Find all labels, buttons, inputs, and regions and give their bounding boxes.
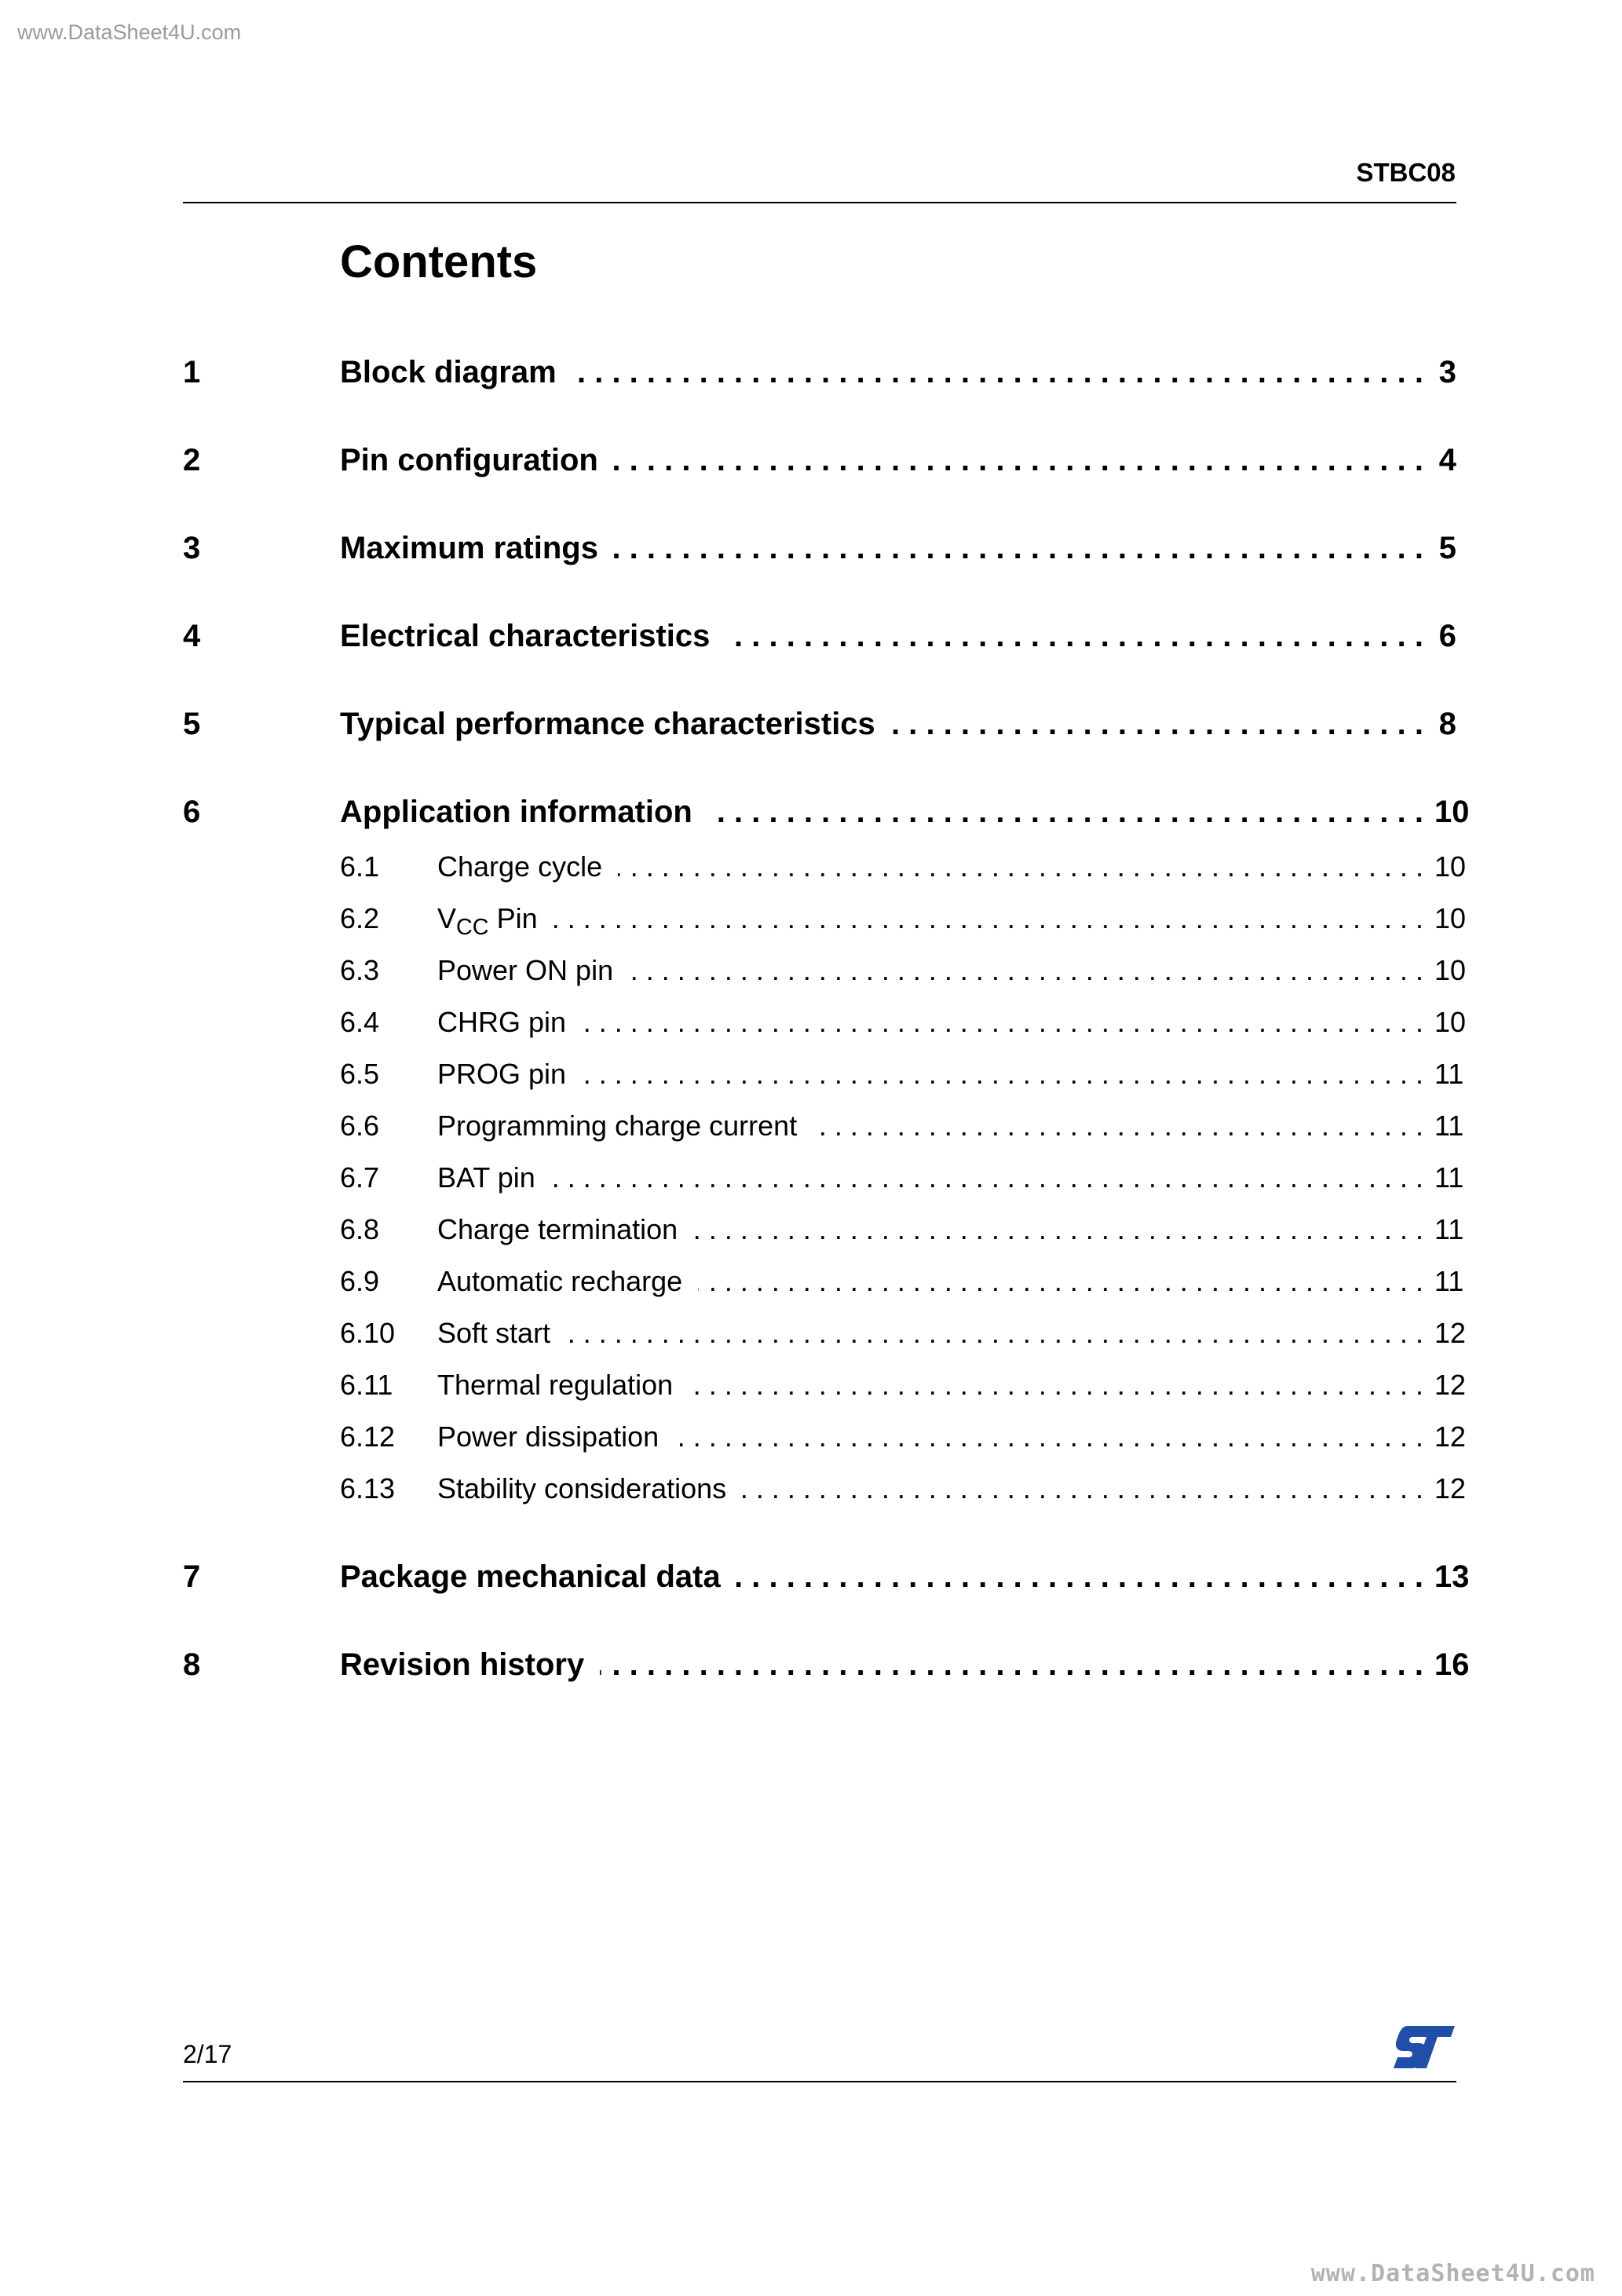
toc-page-number: 12 [1434, 1472, 1467, 1504]
toc-label: Typical performance characteristics [340, 707, 875, 741]
toc-page-number: 8 [1438, 707, 1456, 741]
header-rule [183, 202, 1456, 203]
toc-label: Thermal regulation [437, 1369, 674, 1401]
toc-label: Programming charge current [437, 1110, 798, 1142]
toc-section[interactable] [0, 443, 1622, 490]
toc-leader-dots [572, 355, 1423, 390]
watermark-bottom[interactable]: www.DataSheet4U.com [1310, 2260, 1595, 2287]
toc-label: Power ON pin [437, 954, 614, 986]
toc-page-number: 13 [1434, 1559, 1470, 1594]
toc-subsection[interactable] [0, 1420, 1622, 1468]
toc-label: Electrical characteristics [340, 619, 711, 653]
toc-page-number: 11 [1434, 1265, 1464, 1297]
toc-subsection[interactable] [0, 1213, 1622, 1260]
toc-leader-dots [736, 1559, 1423, 1595]
toc-page-number: 11 [1434, 1110, 1464, 1142]
toc-label: $V_{CC}$ Pin [437, 902, 538, 941]
toc-number: 8 [183, 1647, 201, 1682]
toc-section[interactable] [0, 531, 1622, 578]
toc-number: 6.6 [340, 1110, 380, 1142]
toc-label: Revision history [340, 1647, 585, 1682]
toc-label: BAT pin [437, 1161, 535, 1194]
toc-page-number: 11 [1434, 1161, 1464, 1194]
toc-leader-dots [708, 795, 1423, 830]
toc-page-number: 10 [1434, 850, 1467, 883]
toc-subsection[interactable] [0, 954, 1622, 1001]
toc-label: Soft start [437, 1317, 551, 1349]
toc-leader-dots [813, 1110, 1423, 1143]
toc-leader-dots [614, 531, 1423, 566]
toc-label: Maximum ratings [340, 531, 598, 565]
footer-rule [183, 2081, 1456, 2082]
toc-subsection[interactable] [0, 1110, 1622, 1157]
toc-label: Application information [340, 795, 692, 829]
toc-page-number: 4 [1438, 443, 1456, 477]
toc-leader-dots [674, 1420, 1423, 1453]
toc-leader-dots [614, 443, 1423, 478]
toc-page-number: 6 [1438, 619, 1456, 653]
watermark-top[interactable]: www.DataSheet4U.com [17, 20, 242, 44]
toc-page-number: 10 [1434, 954, 1467, 986]
toc-label: Pin configuration [340, 443, 598, 477]
toc-section[interactable] [0, 619, 1622, 666]
toc-page-number: 10 [1434, 1006, 1467, 1038]
toc-leader-dots [693, 1213, 1423, 1246]
toc-leader-dots [891, 707, 1423, 742]
toc-section[interactable] [0, 1647, 1622, 1695]
toc-leader-dots [582, 1006, 1423, 1039]
toc-subsection[interactable] [0, 1058, 1622, 1105]
toc-number: 6.9 [340, 1265, 380, 1297]
toc-subsection[interactable] [0, 902, 1622, 949]
toc-page-number: 12 [1434, 1317, 1467, 1349]
toc-number: 2 [183, 443, 201, 477]
toc-label: CHRG pin [437, 1006, 567, 1038]
toc-leader-dots [551, 1161, 1423, 1194]
toc-number: 3 [183, 531, 201, 565]
toc-page-number: 16 [1434, 1647, 1470, 1682]
toc-subsection[interactable] [0, 1317, 1622, 1364]
toc-label: PROG pin [437, 1058, 567, 1090]
toc-page-number: 11 [1434, 1213, 1464, 1245]
toc-number: 6.1 [340, 850, 380, 883]
toc-page-number: 10 [1434, 795, 1470, 829]
toc-section[interactable] [0, 795, 1622, 842]
toc-number: 6.12 [340, 1420, 396, 1453]
toc-number: 6.5 [340, 1058, 380, 1090]
toc-leader-dots [566, 1317, 1423, 1350]
toc-subsection[interactable] [0, 1265, 1622, 1312]
page-number: 2/17 [183, 2040, 232, 2068]
toc-label: Block diagram [340, 355, 557, 389]
toc-subsection[interactable] [0, 1472, 1622, 1519]
toc-label: Charge termination [437, 1213, 678, 1245]
toc-number: 6 [183, 795, 201, 829]
toc-number: 6.4 [340, 1006, 380, 1038]
toc-number: 6.13 [340, 1472, 396, 1504]
toc-number: 7 [183, 1559, 201, 1594]
toc-subsection[interactable] [0, 1369, 1622, 1416]
toc-section[interactable] [0, 355, 1622, 402]
toc-leader-dots [582, 1058, 1423, 1091]
toc-label: Automatic recharge [437, 1265, 683, 1297]
toc-label: Charge cycle [437, 850, 603, 883]
toc-leader-dots [698, 1265, 1423, 1298]
st-logo [1392, 2024, 1456, 2070]
toc-subsection[interactable] [0, 850, 1622, 898]
toc-section[interactable] [0, 707, 1622, 754]
toc-page-number: 11 [1434, 1058, 1464, 1090]
toc-number: 1 [183, 355, 201, 389]
toc-page-number: 12 [1434, 1369, 1467, 1401]
toc-leader-dots [725, 619, 1423, 654]
toc-page-number: 12 [1434, 1420, 1467, 1453]
toc-number: 6.2 [340, 902, 380, 934]
toc-leader-dots [689, 1369, 1423, 1402]
toc-label: Package mechanical data [340, 1559, 721, 1594]
document-id: STBC08 [1356, 158, 1456, 187]
toc-number: 6.11 [340, 1369, 393, 1401]
toc-leader-dots [618, 850, 1423, 883]
toc-page-number: 5 [1438, 531, 1456, 565]
toc-page-number: 3 [1438, 355, 1456, 389]
toc-number: 6.7 [340, 1161, 380, 1194]
toc-leader-dots [629, 954, 1423, 987]
toc-leader-dots [600, 1647, 1423, 1683]
toc-number: 5 [183, 707, 201, 741]
toc-label: Power dissipation [437, 1420, 659, 1453]
toc-number: 6.3 [340, 954, 380, 986]
toc-page-number: 10 [1434, 902, 1467, 934]
toc-number: 6.8 [340, 1213, 380, 1245]
toc-subsection[interactable] [0, 1161, 1622, 1208]
toc-section[interactable] [0, 1559, 1622, 1607]
page-title: Contents [340, 236, 538, 287]
toc-label: Stability considerations [437, 1472, 727, 1504]
toc-leader-dots [742, 1472, 1423, 1505]
toc-subsection[interactable] [0, 1006, 1622, 1053]
toc-leader-dots [553, 902, 1423, 935]
toc-number: 6.10 [340, 1317, 396, 1349]
toc-number: 4 [183, 619, 201, 653]
